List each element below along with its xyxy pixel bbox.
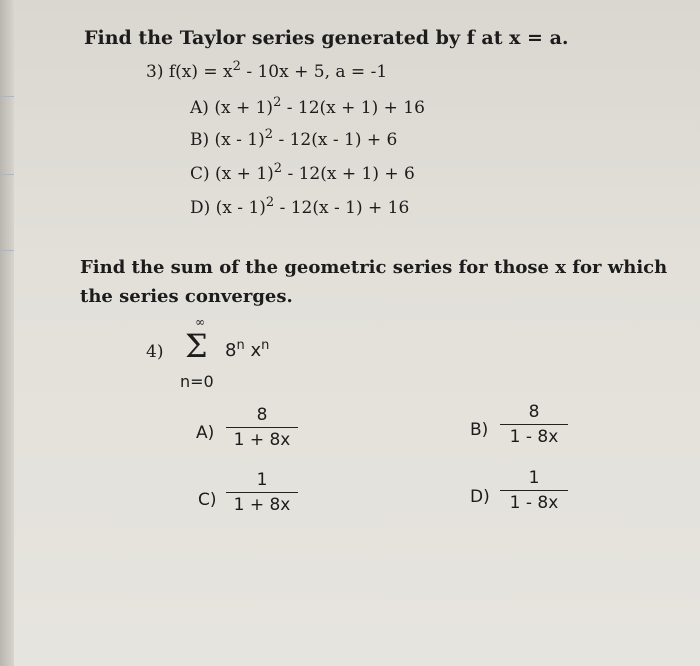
option-exponent: 2 — [273, 161, 283, 176]
option-label: D) — [190, 198, 211, 218]
option-term: (x - 1) — [214, 130, 265, 150]
option-d-fraction[interactable] — [500, 468, 568, 513]
function-base: f(x) = x — [168, 62, 233, 82]
option-d[interactable] — [190, 195, 410, 218]
denominator: 1 - 8x — [509, 427, 559, 447]
ruled-line — [0, 174, 14, 175]
option-label: B) — [190, 130, 210, 150]
ruled-line — [0, 96, 14, 97]
option-exponent: 2 — [273, 95, 282, 110]
denominator: 1 - 8x — [509, 493, 559, 513]
term-base: x — [250, 340, 262, 361]
option-rest: - 12(x - 1) + 16 — [274, 198, 410, 218]
option-a[interactable] — [190, 95, 425, 118]
denominator: 1 + 8x — [233, 495, 291, 515]
question-3-header: Find the Taylor series generated by f at x = a. — [84, 27, 569, 49]
question-3-function — [146, 59, 388, 82]
option-term: (x - 1) — [215, 198, 266, 218]
option-c-fraction[interactable] — [226, 470, 298, 515]
option-term: (x + 1) — [214, 98, 274, 118]
function-rest: - 10x + 5, a = -1 — [240, 62, 388, 82]
option-rest: - 12(x + 1) + 6 — [282, 164, 415, 184]
question-number: 4) — [146, 342, 164, 362]
function-exponent: 2 — [232, 59, 241, 74]
numerator: 1 — [528, 468, 540, 488]
question-number: 3) — [146, 62, 164, 82]
option-b-label[interactable]: B) — [470, 420, 489, 440]
denominator: 1 + 8x — [233, 430, 291, 450]
option-label: C) — [190, 164, 210, 184]
option-c-label[interactable]: C) — [198, 490, 217, 510]
option-b[interactable] — [190, 127, 398, 150]
series-term — [225, 340, 269, 361]
option-exponent: 2 — [264, 127, 274, 142]
numerator: 8 — [528, 402, 540, 422]
sum-lower-limit: n=0 — [180, 372, 214, 391]
option-b-fraction[interactable] — [500, 402, 568, 447]
term-exponent: n — [236, 338, 245, 353]
paper-edge — [0, 0, 14, 666]
option-exponent: 2 — [265, 195, 275, 210]
option-label: A) — [190, 98, 209, 118]
option-c[interactable] — [190, 161, 415, 184]
option-rest: - 12(x - 1) + 6 — [273, 130, 398, 150]
numerator: 8 — [256, 405, 268, 425]
option-a-label[interactable]: A) — [196, 423, 215, 443]
sum-upper-limit: ∞ — [195, 315, 205, 329]
option-rest: - 12(x + 1) + 16 — [281, 98, 425, 118]
ruled-line — [0, 250, 14, 251]
sigma-symbol: Σ — [185, 327, 208, 365]
term-base: 8 — [225, 340, 237, 361]
numerator: 1 — [256, 470, 268, 490]
option-d-label[interactable]: D) — [470, 487, 490, 507]
term-exponent: n — [261, 338, 270, 353]
option-a-fraction[interactable] — [226, 405, 298, 450]
question-4-header-line1: Find the sum of the geometric series for those x for which — [80, 257, 668, 278]
question-4-header-line2: the series converges. — [80, 286, 293, 307]
option-term: (x + 1) — [215, 164, 274, 184]
